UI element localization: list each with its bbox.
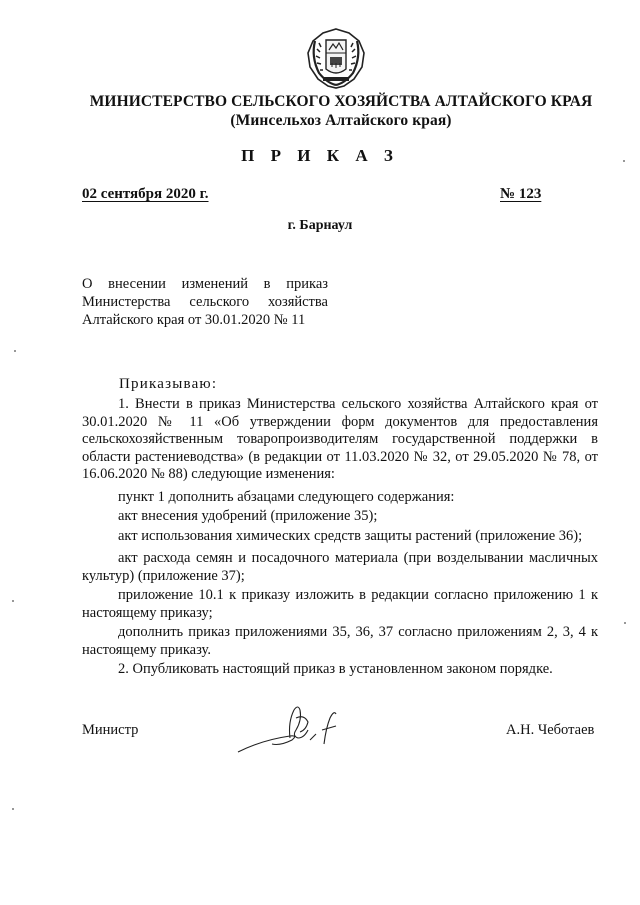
order-directive-word: Приказываю: [119,376,218,392]
ministry-name: МИНИСТЕРСТВО СЕЛЬСКОГО ХОЗЯЙСТВА АЛТАЙСКОГО КРАЯ [89,93,593,110]
city-name: г. Барнаул [287,218,353,233]
scan-speck [624,622,626,624]
scan-speck [12,808,14,810]
scan-speck [623,160,625,162]
subject-line: Министерства сельского хозяйства [82,294,328,310]
paragraph: акт расхода семян и посадочного материала (при возделывании масличных культур) (приложение 37); [82,550,598,584]
ministry-header [60,92,622,130]
signatory-position: Министр [82,722,139,738]
subject-line: О внесении изменений в приказ [82,276,328,292]
paragraph: пункт 1 дополнить абзацами следующего содержания: [118,488,455,505]
paragraph: приложение 10.1 к приказу изложить в редакции согласно приложению 1 к настоящему приказу; [82,587,598,621]
order-subject [82,275,328,329]
signatory-name: А.Н. Чеботаев [506,722,595,738]
paragraph: акт внесения удобрений (приложение 35); [118,508,378,524]
coat-of-arms-emblem [299,27,373,89]
order-body [82,396,598,679]
paragraph: дополнить приказ приложениями 35, 36, 37 согласно приложениям 2, 3, 4 к настоящему приказу. [82,624,598,658]
handwritten-signature [232,700,342,760]
paragraph-item-1: 1. Внести в приказ Министерства сельского хозяйства Алтайского края от 30.01.2020 № 11 «Об утверждении форм документов для предоставления сельскохозяйственным товаропроизводителям государственной поддержки в области растениеводства» (в редакции от 11.03.2020 № 32, от 29.05.2020 № 78, от 16.06.2020 № 88) следующие изменения: [82,396,598,482]
paragraph-item-2: 2. Опубликовать настоящий приказ в установленном законом порядке. [118,661,553,677]
ministry-short-name: (Минсельхоз Алтайского края) [230,112,452,129]
document-type-title: П Р И К А З [241,146,399,165]
order-number: № 123 [500,186,542,202]
scan-speck [12,600,14,602]
subject-line: Алтайского края от 30.01.2020 № 11 [82,312,306,328]
scan-speck [14,350,16,352]
paragraph: акт использования химических средств защиты растений (приложение 36); [118,527,583,544]
order-date: 02 сентября 2020 г. [82,186,209,202]
